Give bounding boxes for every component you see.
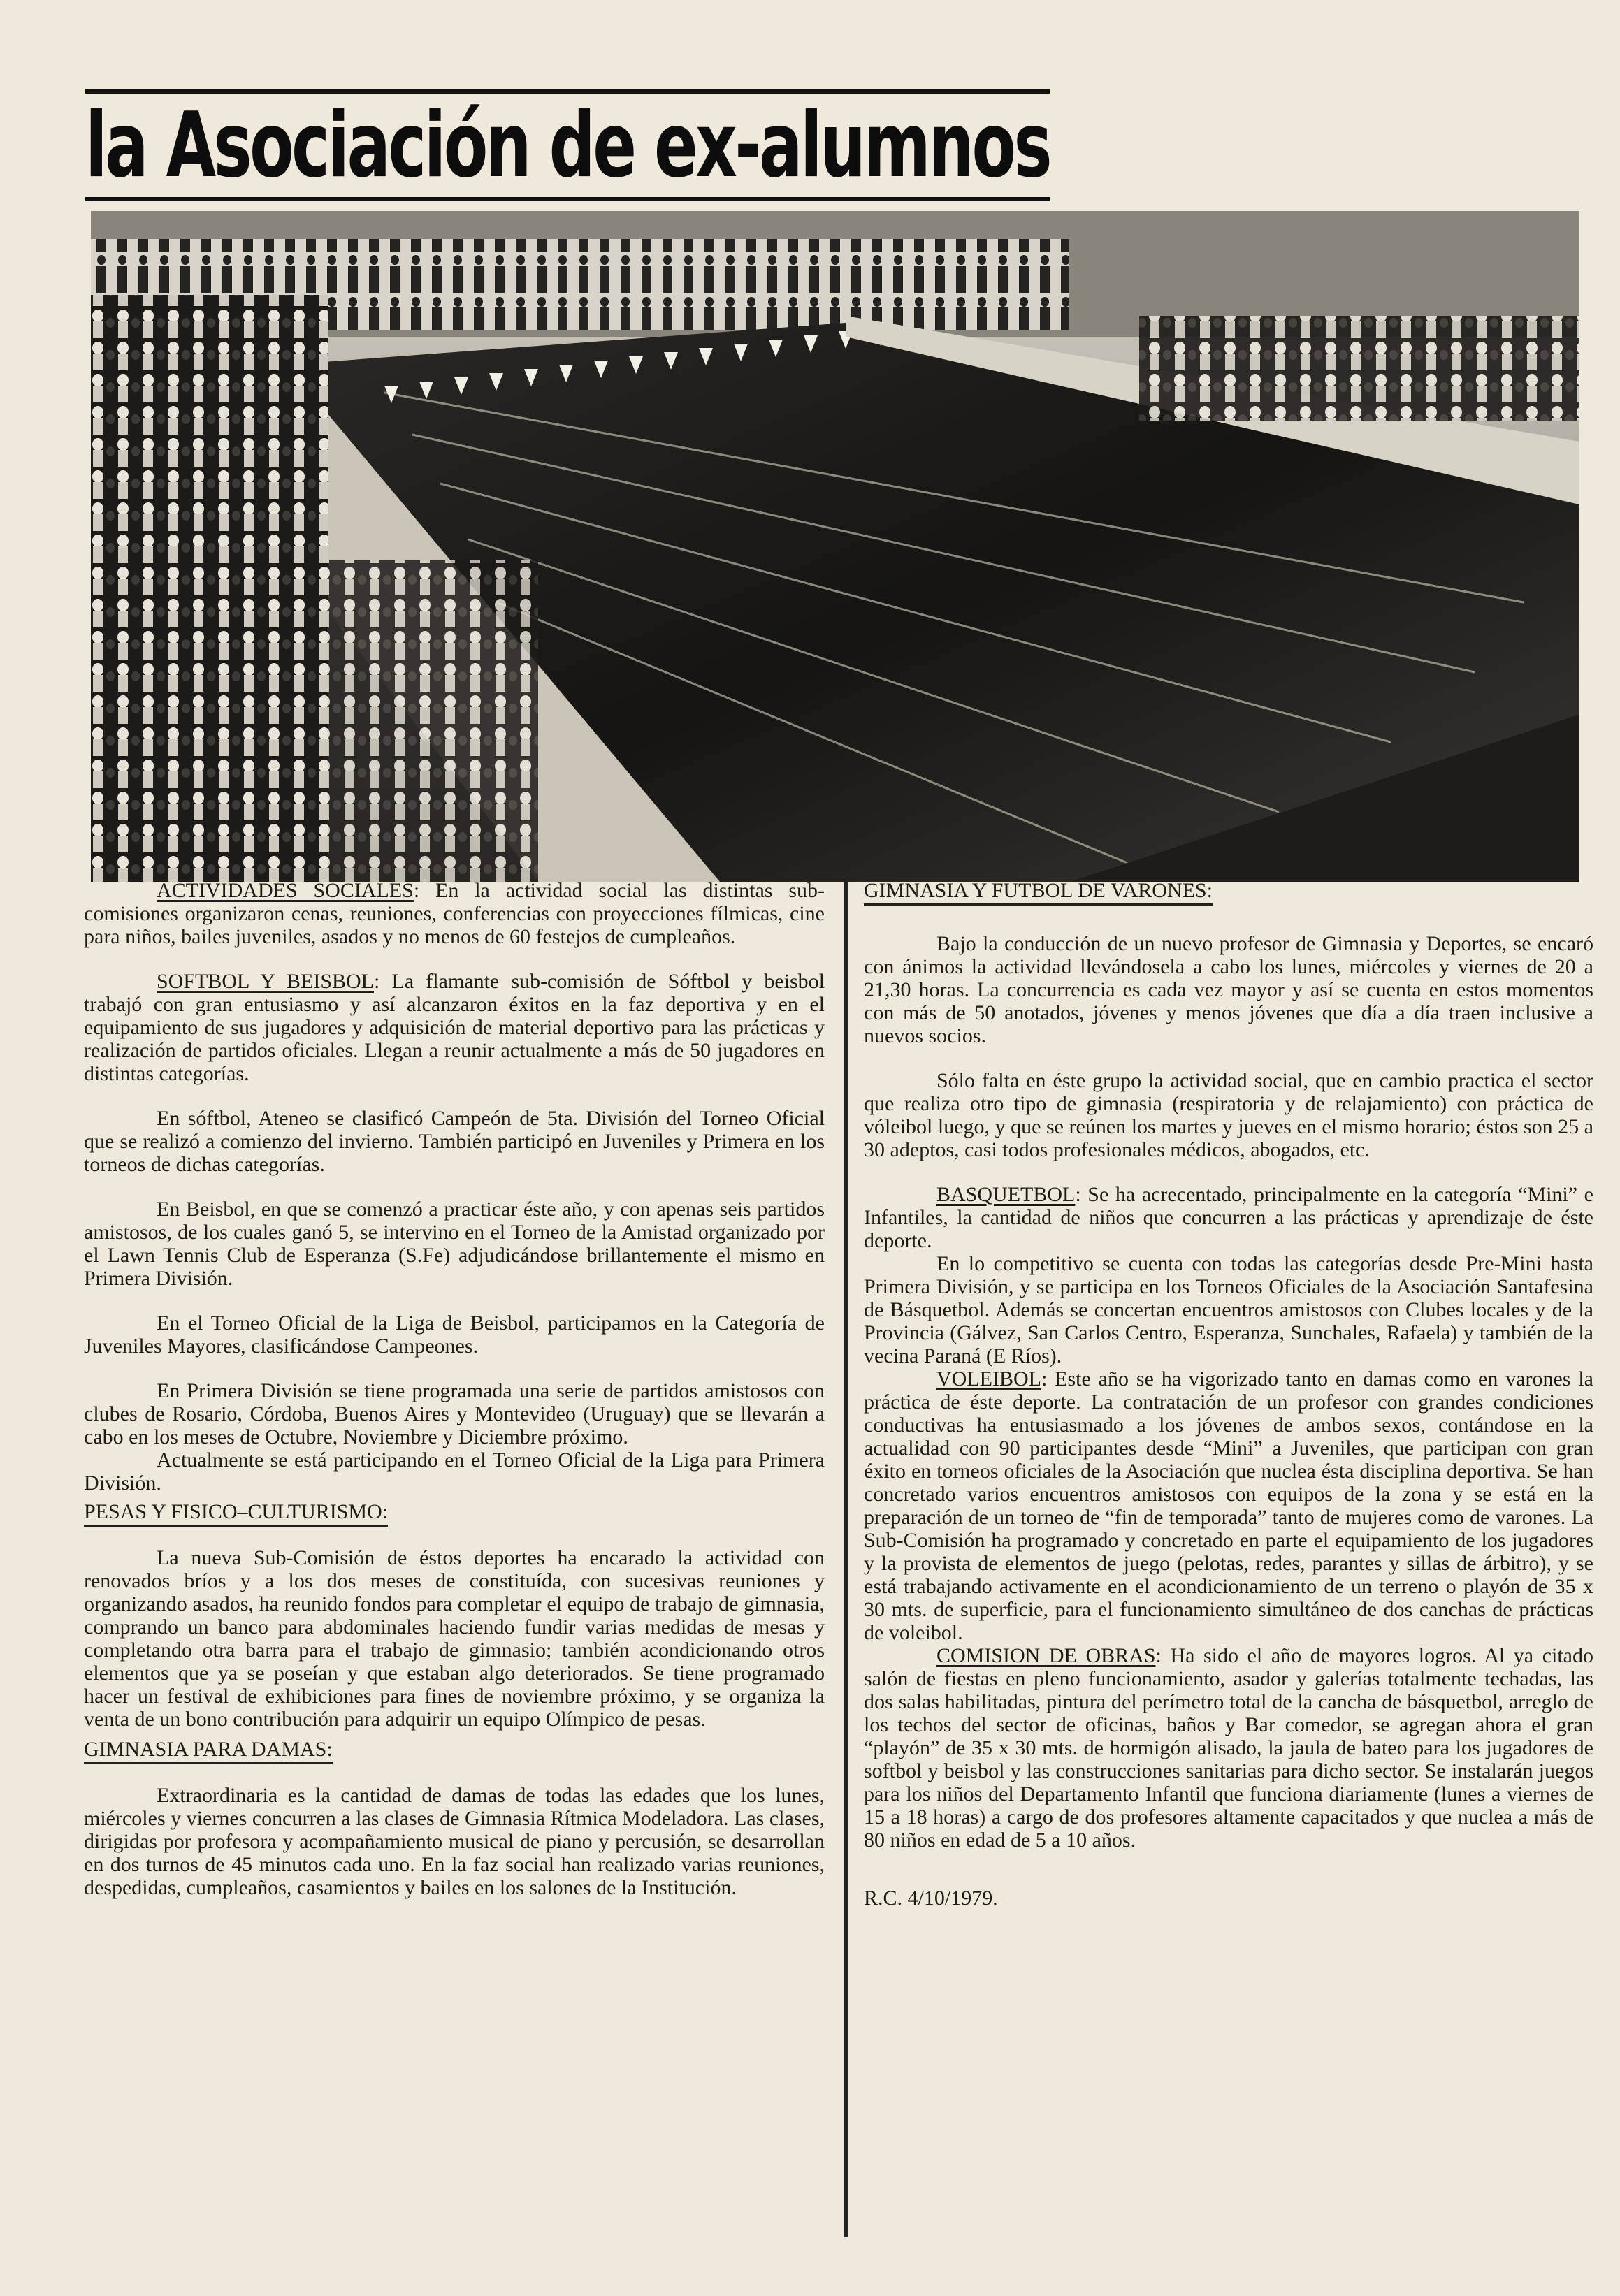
heading-gimnasia-varones: GIMNASIA Y FUTBOL DE VARONES:	[864, 879, 1213, 906]
heading-softbol: SOFTBOL Y BEISBOL	[157, 970, 375, 993]
softbol-paragraph-6: Actualmente se está participando en el Torneo Oficial de la Liga para Primera División.	[84, 1448, 825, 1495]
gimnasia-varones-paragraph-2: Sólo falta en éste grupo la actividad social, que en cambio practica el sector que realiza otro tipo de gimnasia (respiratoria y de relajamiento) con práctica de vóleibol luego, y que se reúnen los martes y jueves en el mismo horario; éstos son 25 a 30 adeptos, casi todos profesionales médicos, abogados, etc.	[864, 1069, 1593, 1161]
signature-date: R.C. 4/10/1979.	[864, 1887, 998, 1910]
text-basquetbol: : Se ha acrecentado, principalmente en la categoría “Mini” e Infantiles, la cantidad de niños que concurren a las prácticas y aprendizaje de éste deporte.	[864, 1183, 1593, 1252]
swimming-pool-photo	[91, 211, 1579, 882]
basquetbol-paragraph-2: En lo competitivo se cuenta con todas las categorías desde Pre-Mini hasta Primera División, y se participa en los Torneos Oficiales de la Asociación Santafesina de Básquetbol. Además se concertan encuentros amistosos con Clubes locales y de la Provincia (Gálvez, San Carlos Centro, Esperanza, Sunchales, Rafaela) y también de la vecina Paraná (E Ríos).	[864, 1252, 1593, 1367]
headline-bottom-rule	[85, 197, 1050, 201]
text-pesas: La nueva Sub-Comisión de éstos deportes ha encarado la actividad con renovados bríos y a los dos meses de constituída, con sucesivas reuniones y organizando asados, ha reunido fondos para completar el equipo de trabajo de gimnasia, comprando un banco para abdominales haciendo fundir varias medidas de mesas y completando otra barra para el trabajo de gimnasio; también acondicionando otros elementos que ya se poseían y que estaban algo deteriorados. Se tiene programado hacer un festival de exhibiciones para fines de noviembre próximo, y se organiza la venta de un bono contribución para adquirir un equipo Olímpico de pesas.	[84, 1546, 825, 1731]
softbol-paragraph-4: En el Torneo Oficial de la Liga de Beisbol, participamos en la Categoría de Juveniles Mayores, clasificándose Campeones.	[84, 1312, 825, 1358]
heading-obras: COMISION DE OBRAS	[936, 1644, 1156, 1667]
pool-photo-illustration	[91, 211, 1579, 882]
headline: la Asociación de ex-alumnos	[85, 98, 1050, 194]
text-actividades-sociales: : En la actividad social las distintas sub-comisiones organizaron cenas, reuniones, conferencias con proyecciones fílmicas, cine para niños, bailes juveniles, asados y no menos de 60 festejos de cumpleaños.	[84, 879, 825, 948]
heading-gimnasia-damas: GIMNASIA PARA DAMAS:	[84, 1738, 333, 1764]
heading-actividades-sociales: ACTIVIDADES SOCIALES	[157, 879, 414, 902]
heading-voleibol: VOLEIBOL	[936, 1367, 1041, 1390]
softbol-paragraph-3: En Beisbol, en que se comenzó a practicar éste año, y con apenas seis partidos amistosos, de los cuales ganó 5, se intervino en el Torneo de la Amistad organizado por el Lawn Tennis Club de Esperanza (S.Fe) adjudicándose brillantemente el mismo en Primera División.	[84, 1198, 825, 1290]
section-softbol	[84, 970, 825, 1085]
right-column	[864, 879, 1593, 1931]
heading-pesas: PESAS Y FISICO–CULTURISMO:	[84, 1500, 388, 1527]
section-voleibol	[864, 1367, 1593, 1644]
text-obras: : Ha sido el año de mayores logros. Al ya citado salón de fiestas en pleno funcionamiento, asador y galerías totalmente techadas, las dos salas habilitadas, pintura del perímetro total de la cancha de básquetbol, arreglo de los techos del sector de oficinas, baños y Bar comedor, se agregan ahora el gran “playón” de 35 x 30 mts. de hormigón alisado, la jaula de bateo para los jugadores de softbol y beisbol y las construcciones sanitarias para dicho sector. Se instalarán juegos para los niños del Departamento Infantil que funciona diariamente (lunes a viernes de 15 a 18 horas) a cargo de dos profesores altamente capacitados y que nuclea a más de 80 niños en edad de 5 a 10 años.	[864, 1644, 1593, 1852]
column-divider	[844, 882, 848, 2237]
text-gimnasia-damas: Extraordinaria es la cantidad de damas de todas las edades que los lunes, miércoles y viernes concurren a las clases de Gimnasia Rítmica Modeladora. Las clases, dirigidas por profesora y acompañamiento musical de piano y percusión, se desarrollan en dos turnos de 45 minutos cada uno. En la faz social han realizado varias reuniones, despedidas, cumpleaños, casamientos y bailes en los salones de la Institución.	[84, 1784, 825, 1899]
section-basquetbol	[864, 1183, 1593, 1252]
softbol-paragraph-5: En Primera División se tiene programada una serie de partidos amistosos con clubes de Rosario, Córdoba, Buenos Aires y Montevideo (Uruguay) que se llevarán a cabo en los meses de Octubre, Noviembre y Diciembre próximo.	[84, 1379, 825, 1448]
heading-basquetbol: BASQUETBOL	[936, 1183, 1076, 1206]
left-column	[84, 879, 825, 1921]
text-softbol: : La flamante sub-comisión de Sóftbol y beisbol trabajó con gran entusiasmo y así alcanzaron éxitos en la faz deportiva y en el equipamiento de sus jugadores y adquisición de material deportivo para las prácticas y realización de partidos oficiales. Llegan a reunir actualmente a más de 50 jugadores en distintas categorías.	[84, 970, 825, 1085]
softbol-paragraph-2: En sóftbol, Ateneo se clasificó Campeón de 5ta. División del Torneo Oficial que se realizó a comienzo del invierno. También participó en Juveniles y Primera en los torneos de dichas categorías.	[84, 1107, 825, 1176]
section-actividades-sociales	[84, 879, 825, 948]
headline-top-rule	[85, 89, 1050, 94]
text-voleibol: : Este año se ha vigorizado tanto en damas como en varones la práctica de éste deporte. La contratación de un profesor con grandes condiciones conductivas ha entusiasmado a los jóvenes de ambos sexos, contándose en la actualidad con 90 participantes desde “Mini” a Juveniles, que participan con gran éxito en torneos oficiales de la Asociación que nuclea ésta disciplina deportiva. Se han concretado varios encuentros amistosos con equipos de la zona y se está en la preparación de un torneo de “fin de temporada” tanto de mujeres como de varones. La Sub-Comisión ha programado y concretado en parte el equipamiento de los jugadores y la provista de elementos de juego (pelotas, redes, parantes y sillas de árbitro), y se está trabajando activamente en el acondicionamiento de un terreno o playón de 35 x 30 mts. de superficie, para el funcionamiento simultáneo de dos canchas de prácticas de voleibol.	[864, 1367, 1593, 1644]
section-obras	[864, 1644, 1593, 1852]
gimnasia-varones-paragraph-1: Bajo la conducción de un nuevo profesor de Gimnasia y Deportes, se encaró con ánimos la actividad llevándosela a cabo los lunes, miércoles y viernes de 20 a 21,30 horas. La concurrencia es cada vez mayor y así se cuenta en estos momentos con más de 50 anotados, jóvenes y menos jóvenes que día a día traen inclusive a nuevos socios.	[864, 932, 1593, 1047]
